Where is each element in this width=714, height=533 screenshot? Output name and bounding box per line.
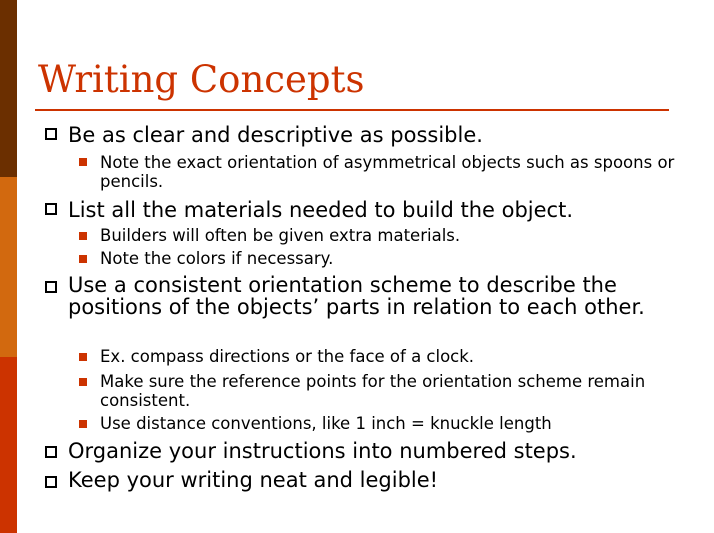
sub-bullet-marker-icon — [79, 420, 87, 428]
bullet-item: Be as clear and descriptive as possible. — [68, 123, 483, 147]
sub-bullet-item: Note the exact orientation of asymmetrical objects such as spoons or pencils. — [100, 153, 675, 191]
bullet-item: Keep your writing neat and legible! — [68, 468, 439, 492]
sub-bullet-marker-icon — [79, 158, 87, 166]
slide-title: Writing Concepts — [38, 58, 365, 101]
sub-bullet-item: Note the colors if necessary. — [100, 249, 334, 268]
bullet-item: Organize your instructions into numbered steps. — [68, 439, 577, 463]
sub-bullet-marker-icon — [79, 255, 87, 263]
bullet-marker-icon — [45, 203, 57, 215]
side-bar-dark — [0, 0, 17, 177]
sub-bullet-marker-icon — [79, 353, 87, 361]
bullet-marker-icon — [45, 128, 57, 140]
side-bar-orange — [0, 177, 17, 357]
side-bar-red — [0, 357, 17, 533]
title-underline — [35, 109, 669, 111]
bullet-marker-icon — [45, 281, 57, 293]
sub-bullet-item: Builders will often be given extra materials. — [100, 226, 461, 245]
bullet-marker-icon — [45, 476, 57, 488]
sub-bullet-marker-icon — [79, 378, 87, 386]
sub-bullet-marker-icon — [79, 232, 87, 240]
bullet-item: List all the materials needed to build the object. — [68, 198, 574, 222]
sub-bullet-item: Use distance conventions, like 1 inch = knuckle length — [100, 414, 552, 433]
sub-bullet-item: Ex. compass directions or the face of a clock. — [100, 347, 475, 366]
sub-bullet-item: Make sure the reference points for the orientation scheme remain consistent. — [100, 372, 646, 410]
bullet-marker-icon — [45, 446, 57, 458]
bullet-item: Use a consistent orientation scheme to describe the positions of the objects’ parts in relation to each other. — [68, 273, 645, 319]
